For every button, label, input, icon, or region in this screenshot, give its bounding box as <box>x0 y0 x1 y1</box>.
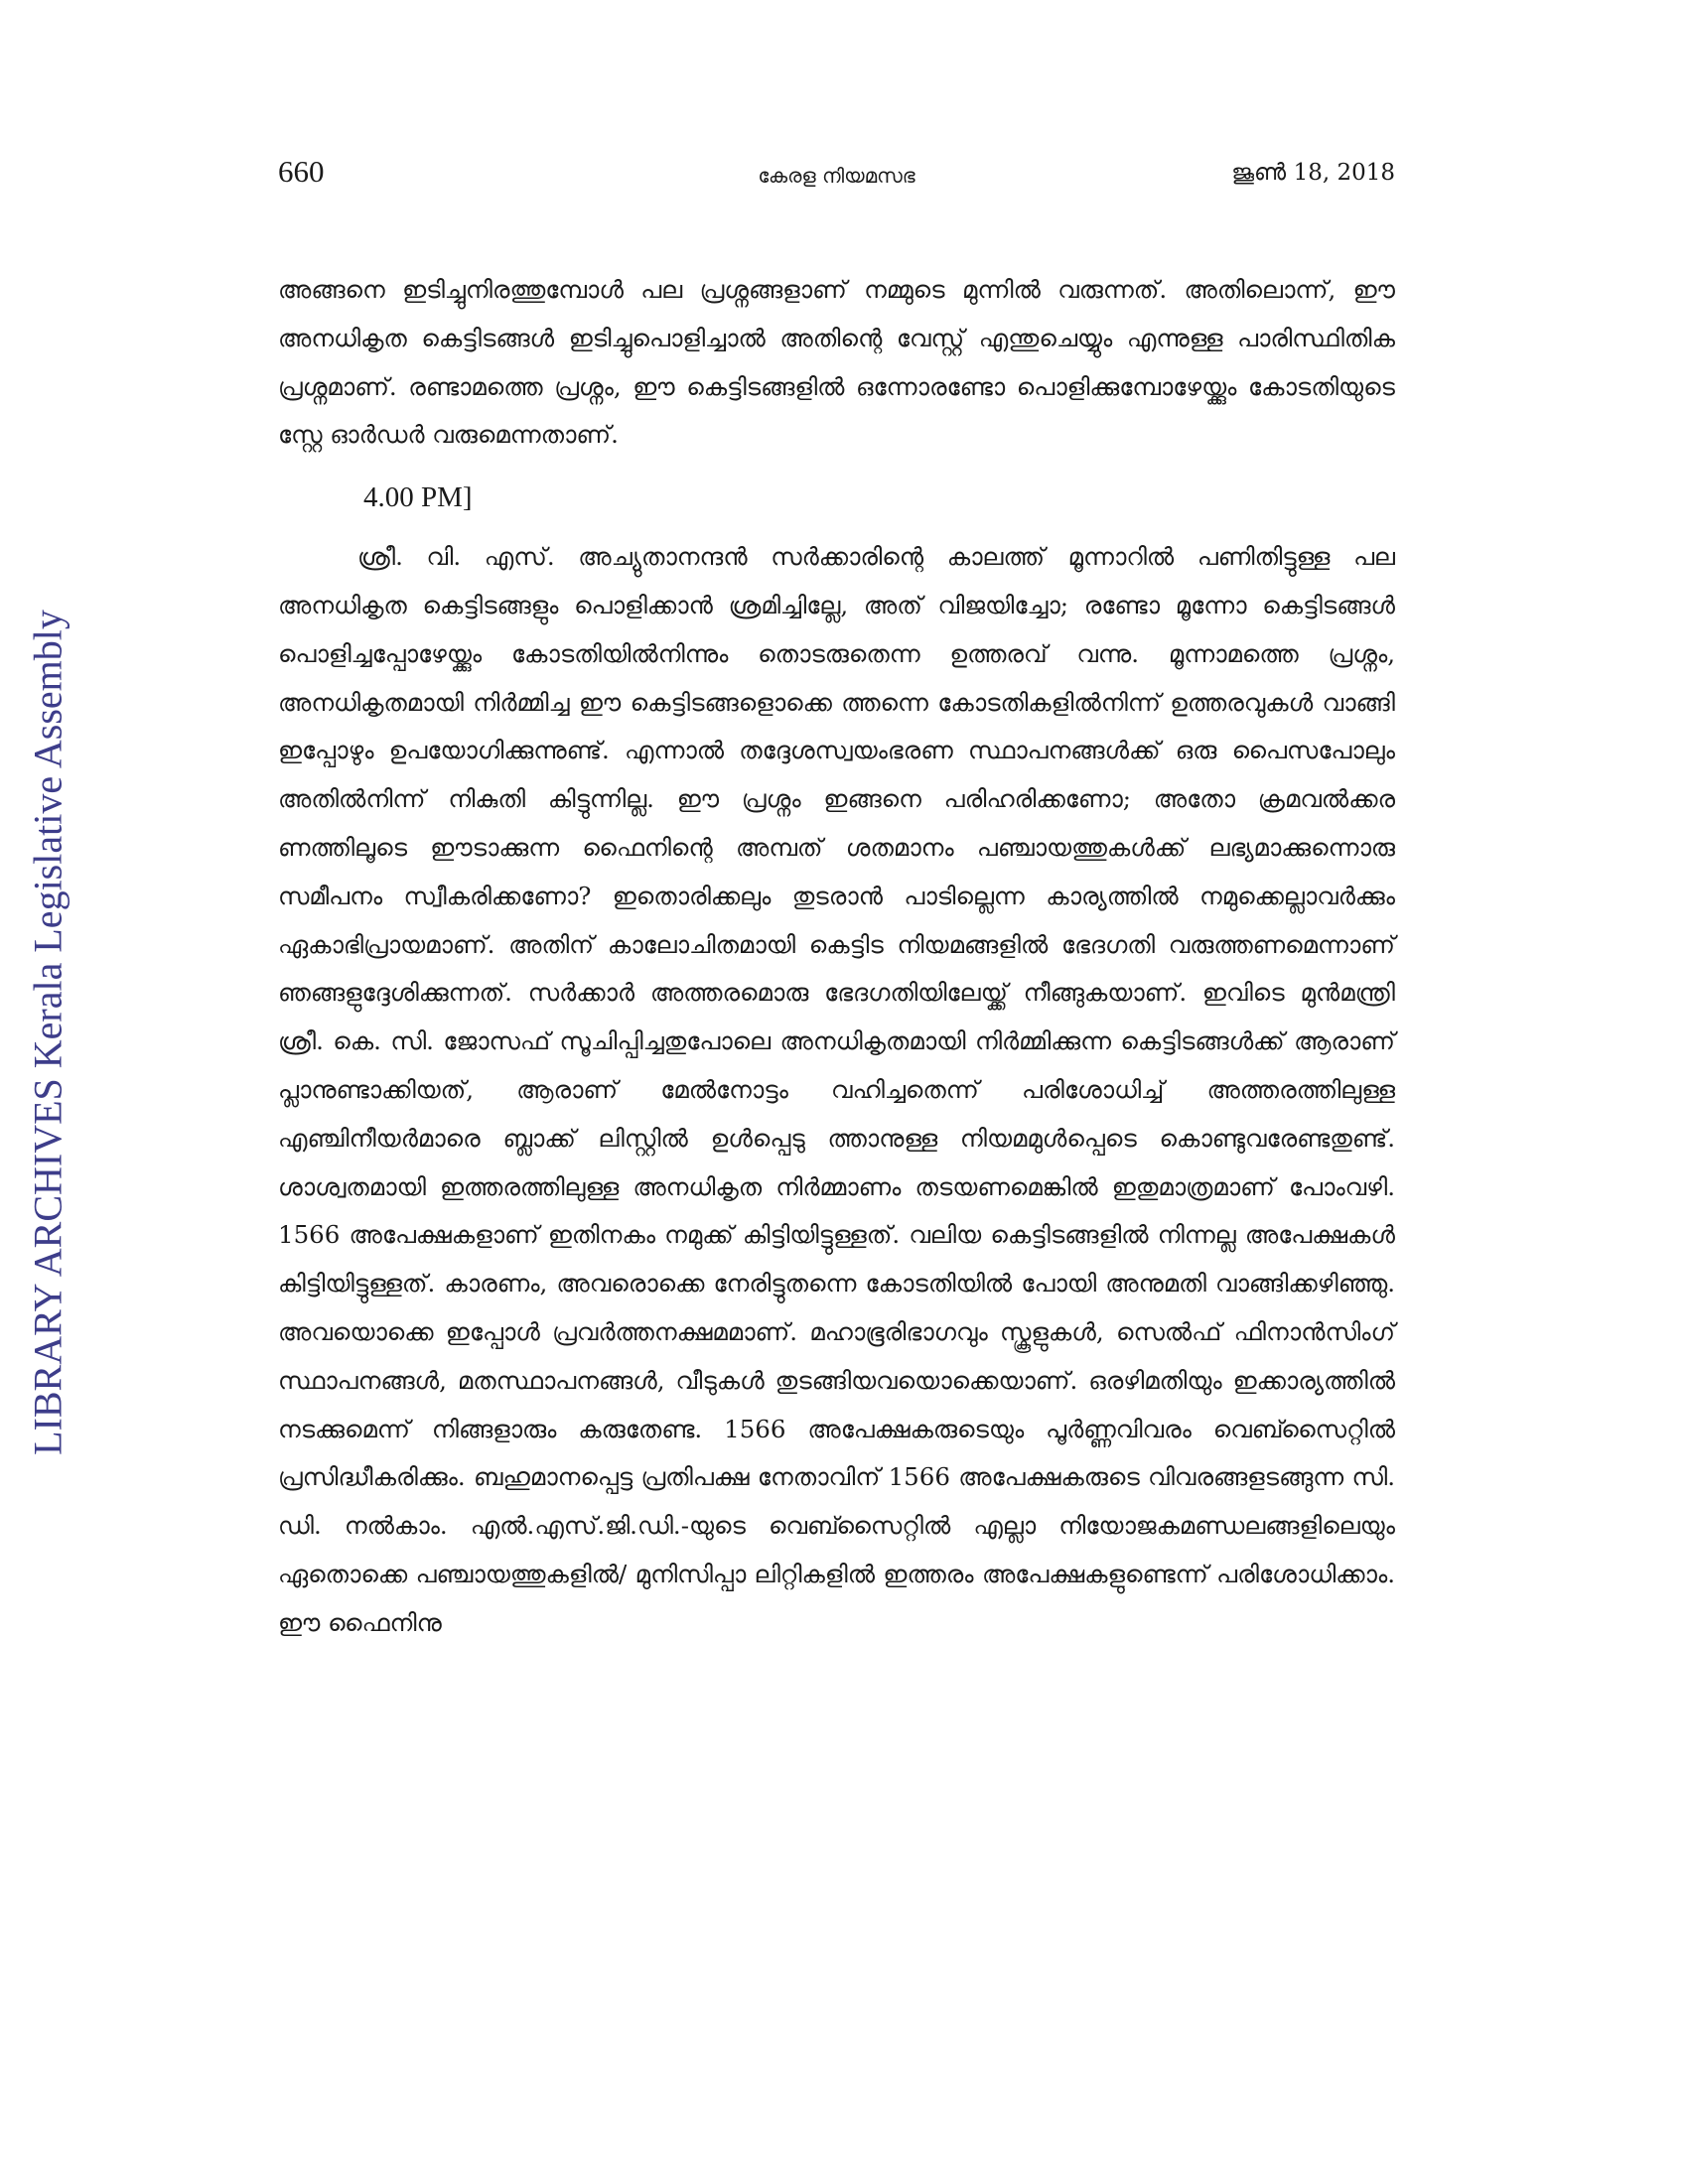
paragraph-2: ശ്രീ. വി. എസ്. അച്യുതാനന്ദൻ സർക്കാരിന്റെ കാലത്ത് മൂന്നാറിൽ പണിതിട്ടുള്ള പല അനധികൃത കെട്ടിടങ്ങളും പൊളിക്കാൻ ശ്രമിച്ചില്ലേ, അത് വിജയിച്ചോ; രണ്ടോ മൂന്നോ കെട്ടിടങ്ങൾ പൊളിച്ചപ്പോഴേയ്ക്കും കോടതിയിൽനിന്നും തൊടരുതെന്ന ഉത്തരവ് വന്നു. മൂന്നാമത്തെ പ്രശ്നം, അനധികൃതമായി നിർമ്മിച്ച ഈ കെട്ടിടങ്ങളൊക്കെ ത്തന്നെ കോടതികളിൽനിന്ന് ഉത്തരവുകൾ വാങ്ങി ഇപ്പോഴും ഉപയോഗിക്കുന്നുണ്ട്. എന്നാൽ തദ്ദേശസ്വയംഭരണ സ്ഥാപനങ്ങൾക്ക് ഒരു പൈസപോലും അതിൽനിന്ന് നികുതി കിട്ടുന്നില്ല. ഈ പ്രശ്നം ഇങ്ങനെ പരിഹരിക്കണോ; അതോ ക്രമവൽക്കര ണത്തിലൂടെ ഈടാക്കുന്ന ഫൈനിന്റെ അമ്പത് ശതമാനം പഞ്ചായത്തുകൾക്ക് ലഭ്യമാക്കുന്നൊരു സമീപനം സ്വീകരിക്കണോ? ഇതൊരിക്കലും തുടരാൻ പാടില്ലെന്ന കാര്യത്തിൽ നമുക്കെല്ലാവർക്കും ഏകാഭിപ്രായമാണ്. അതിന് കാലോചിതമായി കെട്ടിട നിയമങ്ങളിൽ ഭേദഗതി വരുത്തണമെന്നാണ് ഞങ്ങളുദ്ദേശിക്കുന്നത്. സർക്കാർ അത്തരമൊരു ഭേദഗതിയിലേയ്ക്ക് നീങ്ങുകയാണ്. ഇവിടെ മുൻമന്ത്രി ശ്രീ. കെ. സി. ജോസഫ് സൂചിപ്പിച്ചതുപോലെ അനധികൃതമായി നിർമ്മിക്കുന്ന കെട്ടിടങ്ങൾക്ക് ആരാണ് പ്ലാനുണ്ടാക്കിയത്, ആരാണ് മേൽനോട്ടം വഹിച്ചതെന്ന് പരിശോധിച്ച് അത്തരത്തിലുള്ള എഞ്ചിനീയർമാരെ ബ്ലാക്ക് ലിസ്റ്റിൽ ഉൾപ്പെടു ത്താനുള്ള നിയമമുൾപ്പെടെ കൊണ്ടുവരേണ്ടതുണ്ട്. ശാശ്വതമായി ഇത്തരത്തിലുള്ള അനധികൃത നിർമ്മാണം തടയണമെങ്കിൽ ഇതുമാത്രമാണ് പോംവഴി. 1566 അപേക്ഷകളാണ് ഇതിനകം നമുക്ക് കിട്ടിയിട്ടുള്ളത്. വലിയ കെട്ടിടങ്ങളിൽ നിന്നല്ല അപേക്ഷകൾ കിട്ടിയിട്ടുള്ളത്. കാരണം, അവരൊക്കെ നേരിട്ടുതന്നെ കോടതിയിൽ പോയി അനുമതി വാങ്ങിക്കഴിഞ്ഞു. അവയൊക്കെ ഇപ്പോൾ പ്രവർത്തനക്ഷമമാണ്. മഹാഭൂരിഭാഗവും സ്കൂളുകൾ, സെൽഫ് ഫിനാൻസിംഗ് സ്ഥാപനങ്ങൾ, മതസ്ഥാപനങ്ങൾ, വീടുകൾ തുടങ്ങിയവയൊക്കെയാണ്. ഒരഴിമതിയും ഇക്കാര്യത്തിൽ നടക്കുമെന്ന് നിങ്ങളാരും കരുതേണ്ട. 1566 അപേക്ഷകരുടെയും പൂർണ്ണവിവരം വെബ്സൈറ്റിൽ പ്രസിദ്ധീകരിക്കും. ബഹുമാനപ്പെട്ട പ്രതിപക്ഷ നേതാവിന് 1566 അപേക്ഷകരുടെ വിവരങ്ങളടങ്ങുന്ന സി. ഡി. നൽകാം. എൽ.എസ്.ജി.ഡി.-യുടെ വെബ്സൈറ്റിൽ എല്ലാ നിയോജകമണ്ഡലങ്ങളിലെയും ഏതൊക്കെ പഞ്ചായത്തുകളിൽ/ മുനിസിപ്പാ ലിറ്റികളിൽ ഇത്തരം അപേക്ഷകളുണ്ടെന്ന് പരിശോധിക്കാം. ഈ ഫൈനിനു <box>278 542 1395 1637</box>
running-header <box>278 154 1395 198</box>
paragraph-1: അങ്ങനെ ഇടിച്ചുനിരത്തുമ്പോൾ പല പ്രശ്നങ്ങളാണ് നമ്മുടെ മുന്നിൽ വരുന്നത്. അതിലൊന്ന്, ഈ അനധികൃത കെട്ടിടങ്ങൾ ഇടിച്ചുപൊളിച്ചാൽ അതിന്റെ വേസ്റ്റ് എന്തുചെയ്യും എന്നുള്ള പാരിസ്ഥിതിക പ്രശ്നമാണ്. രണ്ടാമത്തെ പ്രശ്നം, ഈ കെട്ടിടങ്ങളിൽ ഒന്നോരണ്ടോ പൊളിക്കുമ്പോഴേയ്ക്കും കോടതിയുടെ സ്റ്റേ ഓർഡർ വരുമെന്നതാണ്. <box>278 275 1395 450</box>
page-number: 660 <box>278 154 325 189</box>
header-date: ജൂൺ 18, 2018 <box>1231 160 1395 186</box>
archive-watermark: LIBRARY ARCHIVES Kerala Legislative Assembly <box>25 610 70 1455</box>
running-title: കേരള നിയമസഭ <box>758 164 915 188</box>
time-stamp: 4.00 PM] <box>363 481 473 514</box>
document-body <box>278 266 1395 1648</box>
